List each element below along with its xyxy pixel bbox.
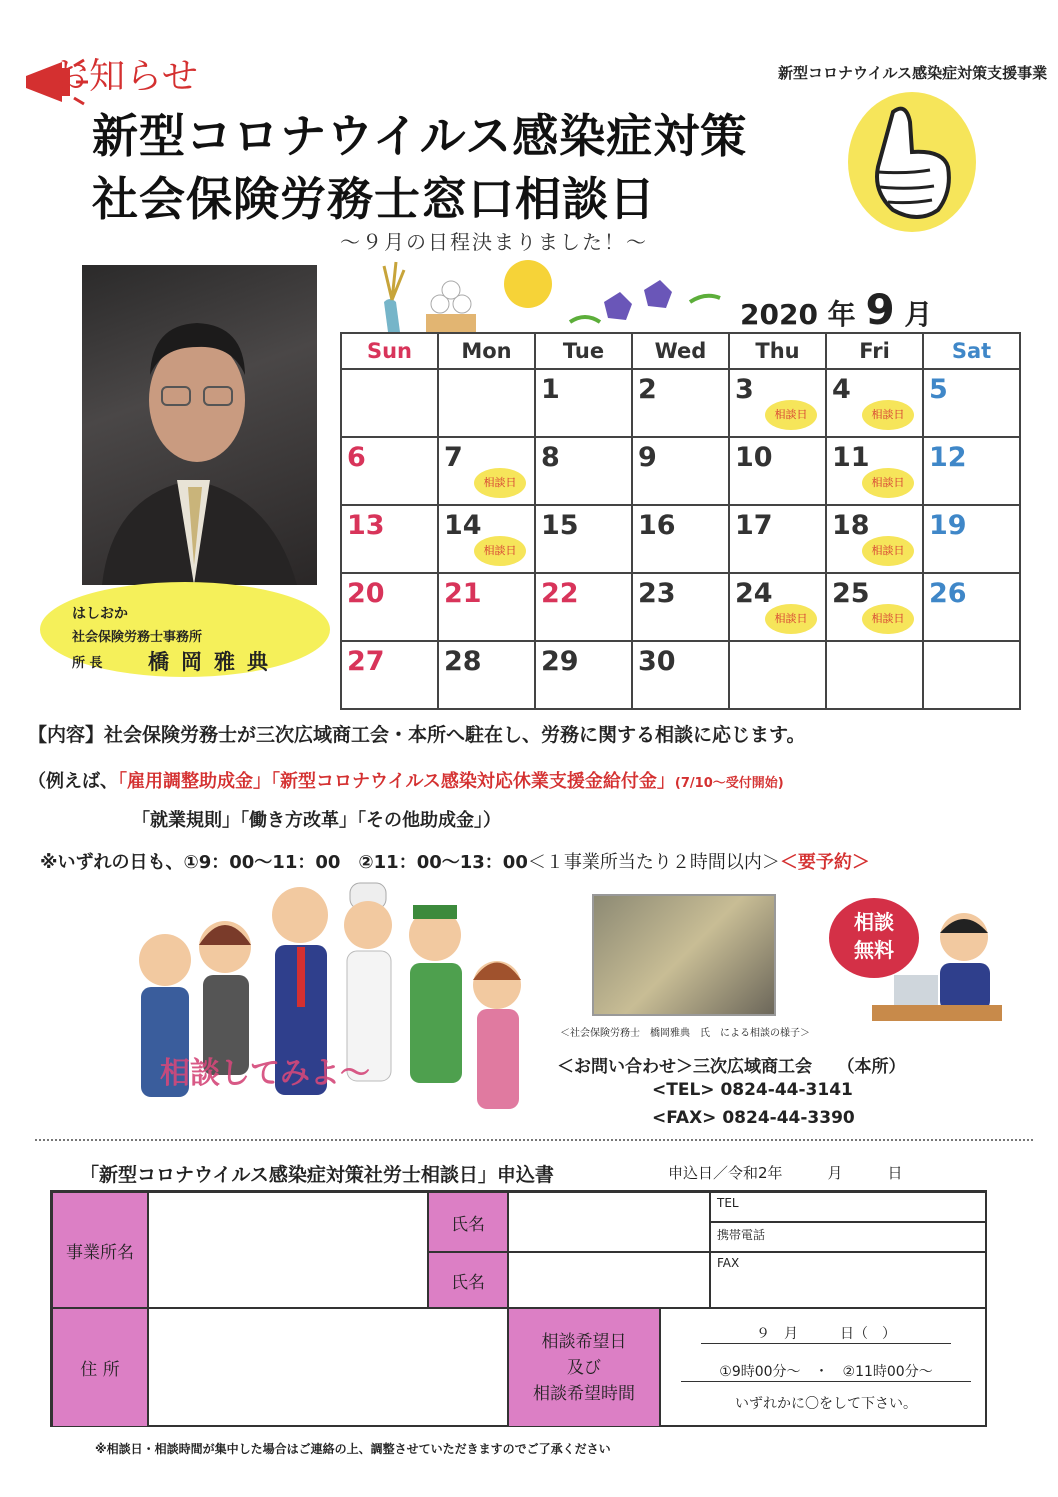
consult-day-badge: 相談日 xyxy=(474,536,526,566)
calendar-day-cell xyxy=(535,573,632,641)
advisor-furigana: はしおか xyxy=(72,606,128,622)
name-field-1[interactable] xyxy=(508,1192,710,1252)
calendar-day-number: 12 xyxy=(929,442,967,473)
calendar-weekday-row xyxy=(341,333,1020,369)
free-line1: 相談 xyxy=(854,910,894,934)
application-form xyxy=(50,1190,987,1427)
vase-icon xyxy=(384,299,400,332)
calendar-day-cell xyxy=(826,437,923,505)
slogan: 相談してみよ～ xyxy=(160,1056,370,1091)
weekday-header: Wed xyxy=(632,333,729,369)
calendar-day-number: 24 xyxy=(735,578,773,609)
weekday-header: Thu xyxy=(729,333,826,369)
tel-label: TEL xyxy=(717,1196,739,1210)
laptop-icon xyxy=(894,975,938,1005)
hand-icon xyxy=(848,92,976,232)
calendar-day-cell xyxy=(438,437,535,505)
example-line1 xyxy=(28,767,784,793)
calendar-day-number: 27 xyxy=(347,646,385,677)
calendar-day-cell xyxy=(341,573,438,641)
consult-day-badge: 相談日 xyxy=(474,468,526,498)
office-worker-icon xyxy=(872,905,1007,1030)
consult-day-badge: 相談日 xyxy=(862,536,914,566)
free-line2: 無料 xyxy=(854,938,894,962)
calendar-day-number: 30 xyxy=(638,646,676,677)
calendar-day-cell xyxy=(341,641,438,709)
consult-day-badge: 相談日 xyxy=(862,400,914,430)
calendar-table xyxy=(340,332,1021,710)
mobile-label: 携帯電話 xyxy=(717,1228,766,1242)
calendar-week-row xyxy=(341,505,1020,573)
page-title-line1: 新型コロナウイルス感染症対策 xyxy=(92,109,748,163)
weekday-header: Tue xyxy=(535,333,632,369)
consult-day-badge: 相談日 xyxy=(862,468,914,498)
calendar-day-number: 23 xyxy=(638,578,676,609)
example-prefix: （例えば、 xyxy=(28,771,118,792)
footer-note: ※相談日・相談時間が集中した場合はご連絡の上、調整させていただきますのでご了承ください xyxy=(95,1442,611,1456)
thumbs-up-illustration xyxy=(848,92,976,232)
calendar-day-number: 11 xyxy=(832,442,870,473)
mobile-field[interactable] xyxy=(710,1222,987,1252)
calendar-day-cell xyxy=(341,369,438,437)
moon-icon xyxy=(504,260,552,308)
weekday-header: Sat xyxy=(923,333,1020,369)
calendar-year: 2020 年 xyxy=(740,298,856,331)
content-description: 【内容】社会保険労務士が三次広域商工会・本所へ駐在し、労務に関する相談に応じます。 xyxy=(28,724,806,746)
calendar-day-cell xyxy=(923,369,1020,437)
calendar-day-number: 19 xyxy=(929,510,967,541)
calendar-day-number: 26 xyxy=(929,578,967,609)
calendar-day-cell xyxy=(438,369,535,437)
calendar-day-cell xyxy=(729,505,826,573)
calendar-day-cell xyxy=(729,369,826,437)
page-title-line2: 社会保険労務士窓口相談日 xyxy=(92,172,656,226)
calendar-day-cell xyxy=(632,369,729,437)
office-name-field[interactable] xyxy=(148,1192,428,1308)
name-label-1: 氏名 xyxy=(428,1192,508,1252)
office-name-label: 事業所名 xyxy=(52,1192,148,1308)
form-title: 「新型コロナウイルス感染症対策社労士相談日」申込書 xyxy=(80,1164,554,1186)
calendar-day-cell xyxy=(826,369,923,437)
weekday-header: Sun xyxy=(341,333,438,369)
desk-icon xyxy=(872,1005,1002,1021)
people-illustration xyxy=(125,875,545,1140)
time-limit-note: ＜１事業所当たり２時間以内＞ xyxy=(527,852,780,873)
calendar-day-number: 16 xyxy=(638,510,676,541)
calendar-day-cell xyxy=(923,505,1020,573)
florist-icon xyxy=(473,961,521,1109)
calendar-day-cell xyxy=(632,505,729,573)
calendar-week-row xyxy=(341,641,1020,709)
inquiry-label: ＜お問い合わせ＞三次広域商工会 （本所） xyxy=(557,1057,906,1077)
calendar-day-number: 7 xyxy=(444,442,463,473)
calendar-week-row xyxy=(341,573,1020,641)
calendar-day-cell xyxy=(632,641,729,709)
calendar-day-cell xyxy=(826,505,923,573)
calendar-month-suffix: 月 xyxy=(904,298,933,331)
calendar-day-cell xyxy=(535,641,632,709)
calendar-day-number: 8 xyxy=(541,442,560,473)
calendar-day-number: 22 xyxy=(541,578,579,609)
wish-time-options[interactable]: ①9時00分～ ・ ②11時00分～ xyxy=(681,1361,971,1382)
address-label: 住 所 xyxy=(52,1308,148,1427)
calendar-day-number: 5 xyxy=(929,374,948,405)
calendar-week-row xyxy=(341,369,1020,437)
notice-label: お知らせ xyxy=(52,56,199,97)
calendar-day-cell xyxy=(729,573,826,641)
calendar-day-number: 29 xyxy=(541,646,579,677)
wish-label: 相談希望日 及び 相談希望時間 xyxy=(508,1308,660,1427)
cut-line xyxy=(35,1139,1033,1141)
reservation-required: ＜要予約＞ xyxy=(779,852,870,873)
calendar-day-cell xyxy=(923,437,1020,505)
pampas-grass-icon xyxy=(384,262,404,300)
calendar-day-number: 21 xyxy=(444,578,482,609)
calendar-day-cell xyxy=(729,641,826,709)
wish-note: いずれかに〇をして下さい。 xyxy=(735,1396,917,1412)
name-label-2: 氏名 xyxy=(428,1252,508,1308)
photo-caption: ＜社会保険労務士 橋岡雅典 氏 による相談の様子＞ xyxy=(560,1028,810,1039)
address-field[interactable] xyxy=(148,1308,508,1427)
consult-day-badge: 相談日 xyxy=(862,604,914,634)
calendar-day-number: 25 xyxy=(832,578,870,609)
calendar-day-cell xyxy=(923,641,1020,709)
calendar-day-number: 9 xyxy=(638,442,657,473)
calendar-body xyxy=(341,369,1020,709)
weekday-header: Fri xyxy=(826,333,923,369)
name-field-2[interactable] xyxy=(508,1252,710,1308)
calendar-day-cell xyxy=(535,437,632,505)
dumpling-stand-icon xyxy=(426,314,476,332)
form-date: 申込日／令和2年 月 日 xyxy=(668,1164,903,1182)
calendar-day-number: 10 xyxy=(735,442,773,473)
calendar-heading xyxy=(740,285,932,334)
subtitle: ～９月の日程決まりました！～ xyxy=(340,230,648,254)
calendar-day-cell xyxy=(826,641,923,709)
example-highlight: 「雇用調整助成金」「新型コロナウイルス感染対応休業支援金給付金」 xyxy=(118,771,675,792)
calendar-day-number: 2 xyxy=(638,374,657,405)
time-info xyxy=(40,848,870,874)
calendar-day-cell xyxy=(729,437,826,505)
calendar-day-cell xyxy=(341,505,438,573)
calendar-day-number: 28 xyxy=(444,646,482,677)
calendar-month: 9 xyxy=(865,285,895,334)
farmer-icon xyxy=(409,905,462,1083)
calendar-day-number: 17 xyxy=(735,510,773,541)
calendar-day-number: 3 xyxy=(735,374,754,405)
calendar-day-number: 13 xyxy=(347,510,385,541)
fax-label: FAX xyxy=(717,1256,740,1270)
autumn-decoration xyxy=(370,252,730,334)
calendar-day-cell xyxy=(341,437,438,505)
consult-day-badge: 相談日 xyxy=(765,604,817,634)
calendar-day-number: 15 xyxy=(541,510,579,541)
calendar-day-number: 6 xyxy=(347,442,366,473)
calendar-week-row xyxy=(341,437,1020,505)
bellflower-icon xyxy=(604,292,632,320)
advisor-office: 社会保険労務士事務所 xyxy=(72,630,203,645)
wish-date[interactable]: ９ 月 日（ ） xyxy=(701,1323,951,1344)
calendar-day-cell xyxy=(632,573,729,641)
calendar-day-number: 18 xyxy=(832,510,870,541)
example-line2: 「就業規則」「働き方改革」「その他助成金」） xyxy=(132,810,501,831)
advisor-role: 所 長 xyxy=(72,656,103,671)
calendar-day-number: 14 xyxy=(444,510,482,541)
consult-day-badge: 相談日 xyxy=(765,400,817,430)
consultation-photo xyxy=(592,894,776,1016)
calendar-day-number: 20 xyxy=(347,578,385,609)
time-slots: ※いずれの日も、①9：00～11：00 ②11：00～13：00 xyxy=(40,852,528,873)
fax-field[interactable] xyxy=(710,1252,987,1308)
calendar-day-cell xyxy=(923,573,1020,641)
calendar-day-cell xyxy=(438,573,535,641)
tel-field[interactable] xyxy=(710,1192,987,1222)
calendar-day-cell xyxy=(535,505,632,573)
contact-tel: <TEL> 0824-44-3141 xyxy=(652,1080,853,1100)
advisor-name: 橋岡雅典 xyxy=(148,650,280,674)
calendar-day-cell xyxy=(438,505,535,573)
calendar-day-cell xyxy=(826,573,923,641)
calendar-day-cell xyxy=(535,369,632,437)
wish-field[interactable] xyxy=(660,1308,987,1427)
sponsor-label: 新型コロナウイルス感染症対策支援事業 xyxy=(778,64,1048,82)
contact-fax: <FAX> 0824-44-3390 xyxy=(652,1108,855,1128)
calendar-day-number: 1 xyxy=(541,374,560,405)
calendar-day-number: 4 xyxy=(832,374,851,405)
example-note: (7/10～受付開始) xyxy=(674,776,784,791)
calendar-day-cell xyxy=(438,641,535,709)
advisor-photo xyxy=(82,265,317,585)
calendar-day-cell xyxy=(632,437,729,505)
weekday-header: Mon xyxy=(438,333,535,369)
